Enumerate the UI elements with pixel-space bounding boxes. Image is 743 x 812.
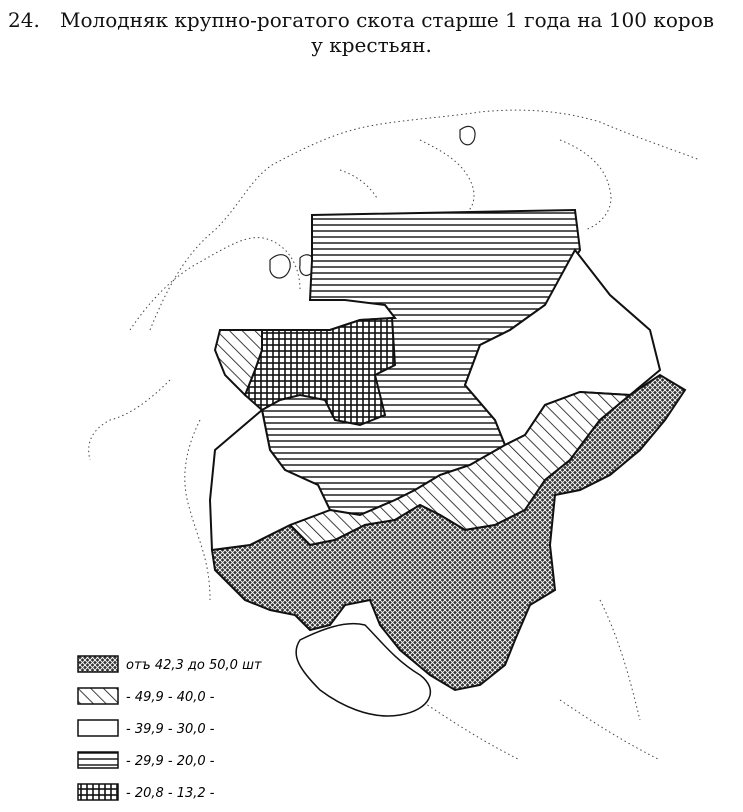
- legend-swatch-dense-crosshatch: [78, 656, 118, 672]
- figure-number: 24.: [8, 8, 40, 32]
- title-line-1: Молодняк крупно-рогатого скота старше 1 года на 100 коров: [60, 8, 714, 32]
- legend-label-horizontal: - 29,9 - 20,0 -: [126, 754, 215, 769]
- legend-label-dense-crosshatch: отъ 42,3 до 50,0 шт: [126, 658, 262, 673]
- legend-swatch-blank: [78, 720, 118, 736]
- legend: [78, 656, 262, 801]
- legend-label-blank: - 39,9 - 30,0 -: [126, 722, 215, 737]
- legend-swatch-diagonal: [78, 688, 118, 704]
- legend-swatch-horizontal: [78, 752, 118, 768]
- legend-swatch-grid: [78, 784, 118, 800]
- legend-label-grid: - 20,8 - 13,2 -: [126, 786, 215, 801]
- title-line-2: у крестьян.: [311, 33, 432, 57]
- legend-label-diagonal: - 49,9 - 40,0 -: [126, 690, 215, 705]
